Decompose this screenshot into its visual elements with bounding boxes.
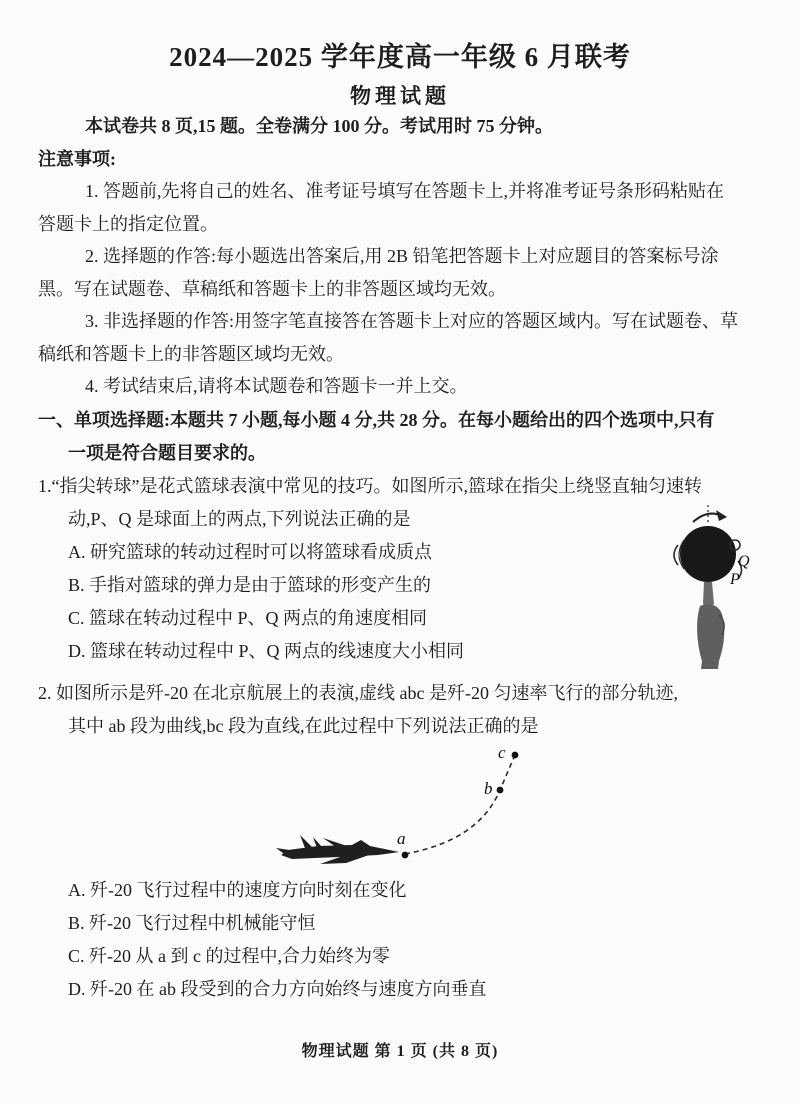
question-1-stem-line: 1.“指尖转球”是花式篮球表演中常见的技巧。如图所示,篮球在指尖上绕竖直轴匀速转 (38, 476, 702, 496)
basketball-figure-svg (668, 503, 770, 669)
question-2 (38, 677, 798, 743)
point-label-c: c (498, 743, 506, 762)
basketball (680, 526, 736, 582)
notice-item-1 (38, 175, 798, 241)
question-1-option-b: B. 手指对篮球的弹力是由于篮球的形变产生的 (68, 575, 432, 595)
point-label-b: b (484, 779, 493, 798)
section-heading-line: 一、单项选择题:本题共 7 小题,每小题 4 分,共 28 分。在每小题给出的四个选项中,只有 (38, 410, 715, 430)
jet-tail-fin-2 (313, 837, 322, 848)
question-1-option-d: D. 篮球在转动过程中 P、Q 两点的线速度大小相同 (68, 641, 465, 661)
point-label-q: Q (738, 553, 750, 570)
notice-line: 3. 非选择题的作答:用签字笔直接答在答题卡上对应的答题区域内。写在试题卷、草 (85, 311, 738, 331)
question-2-options (38, 874, 798, 1006)
page-footer: 物理试题 第 1 页 (共 8 页) (301, 1043, 499, 1060)
notice-line: 稿纸和答题卡上的非答题区域均无效。 (38, 344, 344, 364)
section-heading-line: 一项是符合题目要求的。 (68, 443, 266, 463)
question-2-stem-line: 2. 如图所示是歼-20 在北京航展上的表演,虚线 abc 是歼-20 匀速率飞行的部分轨迹, (38, 683, 678, 703)
jet-trajectory-figure (268, 743, 553, 883)
trajectory-point-b (497, 787, 504, 794)
point-label-p: P (730, 571, 740, 588)
question-2-option-c: C. 歼-20 从 a 到 c 的过程中,合力始终为零 (68, 946, 390, 966)
notices-heading: 注意事项: (38, 149, 116, 169)
question-1-option-a: A. 研究篮球的转动过程时可以将篮球看成质点 (68, 542, 432, 562)
question-2-stem-line: 其中 ab 段为曲线,bc 段为直线,在此过程中下列说法正确的是 (68, 716, 539, 736)
rotation-arrow-head (716, 510, 727, 521)
question-1-option-c: C. 篮球在转动过程中 P、Q 两点的角速度相同 (68, 608, 428, 628)
jet-fuselage (281, 840, 399, 859)
hand (697, 604, 724, 669)
notice-line: 1. 答题前,先将自己的姓名、准考证号填写在答题卡上,并将准考证号条形码粘贴在 (85, 181, 724, 201)
motion-arc-left (674, 545, 678, 565)
finger (703, 582, 714, 608)
trajectory-path (405, 755, 515, 854)
question-2-option-d: D. 歼-20 在 ab 段受到的合力方向始终与速度方向垂直 (68, 979, 487, 999)
basketball-figure (668, 503, 770, 669)
exam-subtitle: 物理试题 (350, 84, 450, 108)
question-2-option-b: B. 歼-20 飞行过程中机械能守恒 (68, 913, 316, 933)
section-heading (38, 404, 798, 470)
notice-item-2 (38, 240, 798, 306)
jet-wing-far (323, 838, 350, 847)
jet-figure-svg (268, 743, 553, 883)
notice-line: 4. 考试结束后,请将本试题卷和答题卡一并上交。 (85, 376, 468, 396)
notice-item-4 (38, 370, 798, 403)
point-label-a: a (397, 829, 406, 848)
exam-title: 2024—2025 学年度高一年级 6 月联考 (169, 42, 631, 72)
notice-item-3 (38, 305, 798, 371)
exam-info-line: 本试卷共 8 页,15 题。全卷满分 100 分。考试用时 75 分钟。 (85, 116, 553, 136)
notice-line: 黑。写在试题卷、草稿纸和答题卡上的非答题区域均无效。 (38, 279, 506, 299)
question-2-option-a: A. 歼-20 飞行过程中的速度方向时刻在变化 (68, 880, 407, 900)
notice-line: 答题卡上的指定位置。 (38, 214, 218, 234)
jet-tail-fin (300, 835, 312, 848)
notice-line: 2. 选择题的作答:每小题选出答案后,用 2B 铅笔把答题卡上对应题目的答案标号涂 (85, 246, 719, 266)
trajectory-point-a (402, 852, 409, 859)
trajectory-point-c (512, 752, 519, 759)
question-1-stem-line: 动,P、Q 是球面上的两点,下列说法正确的是 (68, 509, 411, 529)
jet-silhouette (276, 835, 399, 864)
